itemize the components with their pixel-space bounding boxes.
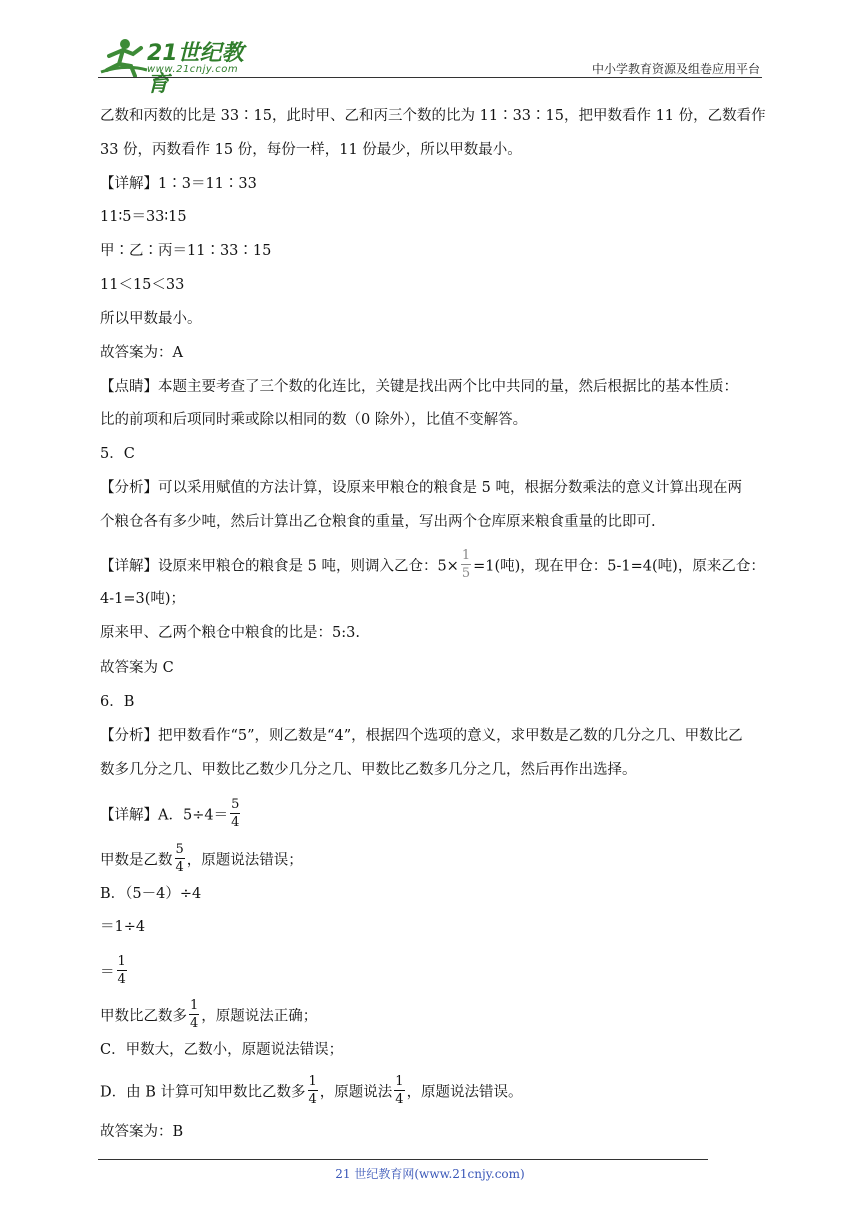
text-line: 乙数和丙数的比是 33∶15，此时甲、乙和丙三个数的比为 11∶33∶15，把甲数看作 11 份，乙数看作: [100, 108, 766, 124]
text-line: B．（5－4）÷4: [100, 886, 202, 902]
question-number: 5．C: [100, 446, 135, 462]
text-line: [100, 842, 303, 876]
text-line: 【点睛】本题主要考查了三个数的化连比，关键是找出两个比中共同的量，然后根据比的基本性质：: [100, 379, 738, 395]
text-line: 所以甲数最小。: [100, 311, 202, 327]
logo-url: www.21cnjy.com: [147, 64, 239, 75]
text-segment: 甲数比乙数多: [100, 1008, 187, 1025]
fraction-one-fifth: $\frac{1}{5}$: [461, 548, 471, 581]
fraction-one-fourth: $\frac{1}{4}$: [190, 998, 199, 1031]
text-line: 11＜15＜33: [100, 277, 185, 293]
text-segment: ，原题说法错误；: [186, 852, 303, 869]
logo-text: 21世纪教育: [147, 41, 244, 97]
brand-logo: [95, 34, 265, 97]
text-line: 比的前项和后项同时乘或除以相同的数（0 除外），比值不变解答。: [100, 412, 528, 428]
text-line: 甲∶乙∶丙＝11∶33∶15: [100, 243, 272, 259]
text-line: ＝1÷4: [100, 919, 146, 935]
fraction-one-fourth: $\frac{1}{4}$: [395, 1074, 404, 1107]
text-line: 【分析】把甲数看作“5”，则乙数是“4”，根据四个选项的意义，求甲数是乙数的几分之几、甲数比乙: [100, 728, 743, 744]
text-line: 原来甲、乙两个粮仓中粮食的比是：5:3.: [100, 625, 360, 641]
fraction-five-fourths: $\frac{5}{4}$: [231, 797, 240, 830]
text-segment: 【详解】设原来甲粮仓的粮食是 5 吨，则调入乙仓：5×: [100, 558, 459, 575]
text-line: 故答案为 C: [100, 660, 174, 676]
text-line: 个粮仓各有多少吨，然后计算出乙仓粮食的重量，写出两个仓库原来粮食重量的比即可.: [100, 514, 656, 530]
text-segment: =1(吨)，现在甲仓：5-1=4(吨)，原来乙仓：: [473, 558, 765, 575]
text-line: [100, 1074, 523, 1108]
text-line: 故答案为：A: [100, 345, 183, 361]
fraction-one-fourth: $\frac{1}{4}$: [117, 954, 126, 987]
text-segment: 甲数是乙数: [100, 852, 173, 869]
text-line: 4-1=3(吨)；: [100, 591, 186, 607]
text-line: 33 份，丙数看作 15 份，每份一样，11 份最少，所以甲数最小。: [100, 142, 522, 158]
text-line: [100, 998, 318, 1032]
text-line: [100, 548, 765, 582]
text-line: [100, 797, 242, 831]
header-divider: [98, 77, 762, 78]
text-line: [100, 954, 129, 988]
text-line: 【分析】可以采用赋值的方法计算，设原来甲粮仓的粮食是 5 吨，根据分数乘法的意义计算出现在两: [100, 480, 742, 496]
text-segment: ，原题说法: [319, 1084, 393, 1101]
fraction-one-fourth: $\frac{1}{4}$: [308, 1074, 317, 1107]
text-line: 11∶5＝33∶15: [100, 209, 187, 225]
platform-title: 中小学教育资源及组卷应用平台: [591, 62, 760, 76]
text-line: 数多几分之几、甲数比乙数少几分之几、甲数比乙数多几分之几，然后再作出选择。: [100, 762, 637, 778]
fraction-five-fourths: $\frac{5}{4}$: [175, 842, 184, 875]
footer-link[interactable]: 21 世纪教育网(www.21cnjy.com): [335, 1167, 525, 1181]
footer-divider: [98, 1159, 708, 1160]
text-segment: 【详解】A．5÷4＝: [100, 807, 229, 824]
text-segment: D．由 B 计算可知甲数比乙数多: [100, 1084, 306, 1101]
text-segment: ，原题说法错误。: [406, 1084, 523, 1101]
question-number: 6．B: [100, 694, 135, 710]
text-segment: ＝: [100, 964, 115, 981]
text-segment: ，原题说法正确；: [201, 1008, 318, 1025]
text-line: 故答案为：B: [100, 1124, 184, 1140]
text-line: 【详解】1∶3＝11∶33: [100, 176, 257, 192]
text-line: C．甲数大，乙数小，原题说法错误；: [100, 1042, 344, 1058]
